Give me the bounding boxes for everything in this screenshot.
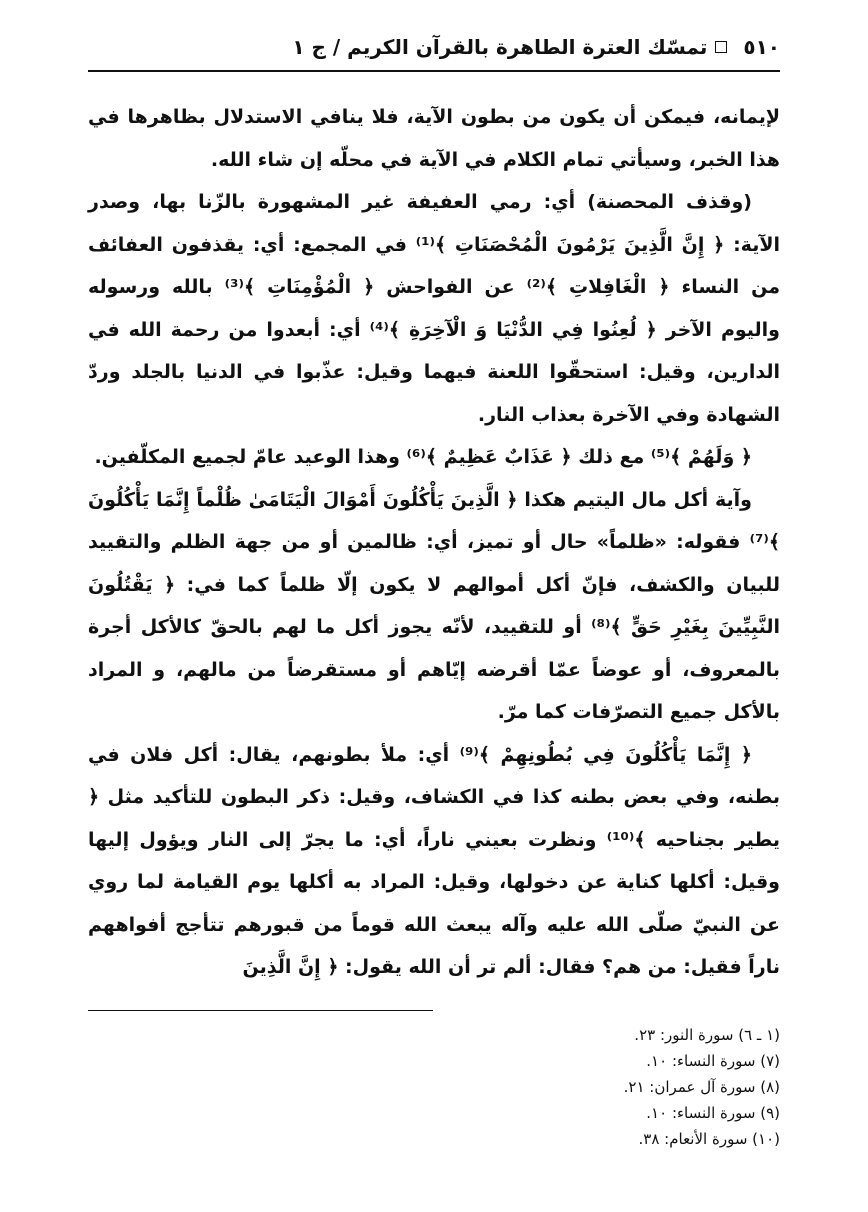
- paragraph-5: ﴿ إِنَّمَا يَأْكُلُونَ فِي بُطُونِهِمْ ﴾⁽⁹⁾ أي: ملأ بطونهم، يقال: أكل فلان في بطنه، وفي بعض بطنه كذا في الكشاف، وقيل: ذكر البطون للتأكيد مثل ﴿ يطير بجناحيه ﴾⁽¹⁰⁾ ونظرت بعيني ناراً، أي: ما يجرّ إلى النار ويؤول إليها وقيل: أكلها كناية عن دخولها، وقيل: المراد به أكلها يوم القيامة لما روي عن النبيّ صلّى الله عليه وآله يبعث الله قوماً من قبورهم تتأجج أفواههم ناراً فقيل: من هم؟ فقال: ألم تر أن الله يقول: ﴿ إِنَّ الَّذِينَ: [88, 743, 780, 978]
- footnote-8: (٨) سورة آل عمران: ٢١.: [623, 1078, 780, 1096]
- paragraph-2: (وقذف المحصنة) أي: رمي العفيفة غير المشهورة بالزّنا بها، وصدر الآية: ﴿ إِنَّ الَّذِينَ يَرْمُونَ الْمُحْصَنَاتِ ﴾⁽¹⁾ في المجمع: أي: يقذفون العفائف من النساء ﴿ الْغَافِلاتِ ﴾⁽²⁾ عن الفواحش ﴿ الْمُؤْمِنَاتِ ﴾⁽³⁾ بالله ورسوله واليوم الآخر ﴿ لُعِنُوا فِي الدُّنْيَا وَ الْآخِرَةِ ﴾⁽⁴⁾ أي: أبعدوا من رحمة الله في الدارين، وقيل: استحقّوا اللعنة فيهما وقيل: عذّبوا في الدنيا بالجلد وردّ الشهادة وفي الآخرة بعذاب النار.: [88, 191, 780, 426]
- header-rule: [88, 70, 780, 72]
- footnote-7: (٧) سورة النساء: ١٠.: [646, 1052, 780, 1070]
- footnote-10: (١٠) سورة الأنعام: ٣٨.: [638, 1130, 780, 1148]
- paragraph-1: لإيمانه، فيمكن أن يكون من بطون الآية، فلا ينافي الاستدلال بظاهرها في هذا الخبر، وسيأتي تمام الكلام في الآية في محلّه إن شاء الله.: [88, 106, 780, 171]
- page-number: ٥١٠: [743, 35, 780, 59]
- separator-square-icon: [715, 41, 727, 53]
- footnote-1-6: (١ ـ ٦) سورة النور: ٢٣.: [634, 1026, 780, 1044]
- book-title: تمسّك العترة الطاهرة بالقرآن الكريم / ج ١: [292, 35, 708, 59]
- footnote-rule: [88, 1010, 433, 1011]
- paragraph-3: ﴿ وَلَهُمْ ﴾⁽⁵⁾ مع ذلك ﴿ عَذَابٌ عَظِيمٌ ﴾⁽⁶⁾ وهذا الوعيد عامّ لجميع المكلّفين.: [94, 446, 752, 468]
- footnote-9: (٩) سورة النساء: ١٠.: [646, 1104, 780, 1122]
- main-text: [88, 96, 780, 989]
- paragraph-4: وآية أكل مال اليتيم هكذا ﴿ الَّذِينَ يَأْكُلُونَ أَمْوَالَ الْيَتَامَىٰ ظُلْماً إِنَّمَا يَأْكُلُونَ ﴾⁽⁷⁾ فقوله: «ظلماً» حال أو تميز، أي: ظالمين أو من جهة الظلم والتقييد للبيان والكشف، فإنّ أكل أموالهم لا يكون إلّا ظلماً كما في: ﴿ يَقْتُلُونَ النَّبِيِّينَ بِغَيْرِ حَقٍّ ﴾⁽⁸⁾ أو للتقييد، لأنّه يجوز أكل ما لهم بالحقّ كالأكل أجرة بالمعروف، أو عوضاً عمّا أقرضه إيّاهم أو مستقرضاً من مالهم، و المراد بالأكل جميع التصرّفات كما مرّ.: [88, 488, 780, 723]
- running-header: [88, 30, 780, 64]
- footnotes: [88, 1022, 780, 1152]
